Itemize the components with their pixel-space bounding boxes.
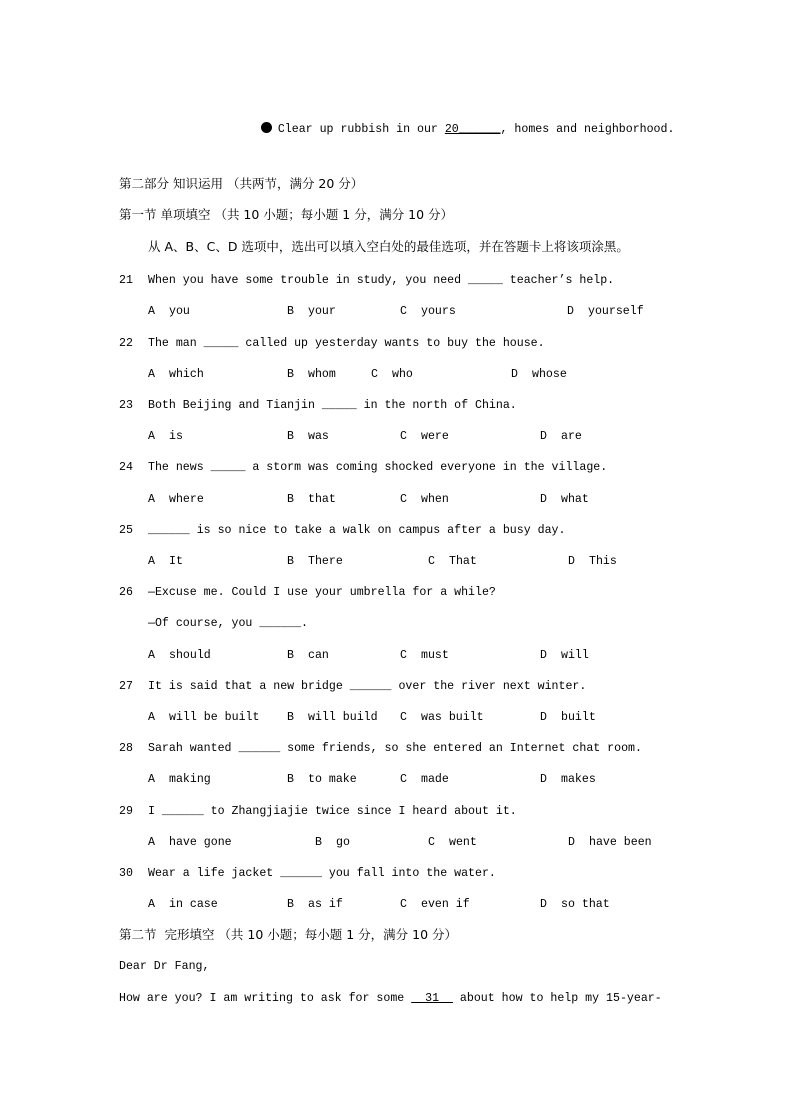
question-number: 21 [119, 274, 133, 287]
question-stem: Both Beijing and Tianjin _____ in the north of China. [148, 399, 517, 412]
option-letter: B [287, 493, 294, 506]
question-number: 29 [119, 805, 133, 818]
bullet-line [233, 106, 674, 154]
option-letter: A [148, 711, 155, 724]
option-letter: C [400, 493, 407, 506]
option-letter: A [148, 305, 155, 318]
question-number: 26 [119, 586, 133, 599]
option-letter: A [148, 773, 155, 786]
option-text: whose [532, 368, 567, 381]
option-text: where [169, 493, 204, 506]
option-letter: A [148, 368, 155, 381]
part2-heading: 第二部分 知识运用 （共两节，满分 20 分） [119, 176, 364, 191]
option-text: It [169, 555, 183, 568]
option-letter: B [287, 555, 294, 568]
option-letter: D [568, 555, 575, 568]
option-letter: C [428, 555, 435, 568]
option-text: That [449, 555, 477, 568]
question-stem: I ______ to Zhangjiajie twice since I heard about it. [148, 805, 517, 818]
option-letter: D [540, 493, 547, 506]
option-letter: B [315, 836, 322, 849]
option-text: are [561, 430, 582, 443]
option-letter: C [400, 773, 407, 786]
question-number: 28 [119, 742, 133, 755]
option-letter: D [540, 430, 547, 443]
option-letter: A [148, 555, 155, 568]
question-number: 24 [119, 461, 133, 474]
question-stem: —Excuse me. Could I use your umbrella for a while? [148, 586, 496, 599]
option-letter: C [371, 368, 378, 381]
option-text: There [308, 555, 343, 568]
option-letter: C [400, 305, 407, 318]
letter-text-end: about how to help my 15-year- [452, 992, 662, 1005]
option-letter: D [540, 711, 547, 724]
option-text: to make [308, 773, 357, 786]
section2-heading: 第二节 完形填空 （共 10 小题；每小题 1 分，满分 10 分） [119, 927, 458, 942]
option-text: built [561, 711, 596, 724]
option-text: was built [421, 711, 484, 724]
option-text: will be built [169, 711, 260, 724]
question-stem: When you have some trouble in study, you need _____ teacher’s help. [148, 274, 615, 287]
option-text: were [421, 430, 449, 443]
option-text: yourself [588, 305, 644, 318]
option-text: can [308, 649, 329, 662]
blank-31: 31 [411, 992, 453, 1005]
option-text: made [421, 773, 449, 786]
question-stem: Wear a life jacket ______ you fall into the water. [148, 867, 496, 880]
section1-heading: 第一节 单项填空 （共 10 小题；每小题 1 分，满分 10 分） [119, 207, 454, 222]
option-letter: A [148, 430, 155, 443]
option-letter: C [400, 649, 407, 662]
option-letter: C [428, 836, 435, 849]
question-stem: It is said that a new bridge ______ over the river next winter. [148, 680, 587, 693]
question-stem: Sarah wanted ______ some friends, so she entered an Internet chat room. [148, 742, 642, 755]
letter-text: How are you? I am writing to ask for some [119, 992, 412, 1005]
option-letter: B [287, 649, 294, 662]
bullet-text: Clear up rubbish in our [277, 123, 445, 136]
letter-greeting: Dear Dr Fang, [119, 960, 210, 973]
question-stem: The man _____ called up yesterday wants to buy the house. [148, 337, 545, 350]
option-text: making [169, 773, 211, 786]
letter-line-1 [119, 991, 662, 1007]
option-letter: B [287, 305, 294, 318]
option-text: is [169, 430, 183, 443]
question-number: 25 [119, 524, 133, 537]
blank-20: 20______ [444, 123, 501, 136]
option-text: makes [561, 773, 596, 786]
option-text: when [421, 493, 449, 506]
question-number: 27 [119, 680, 133, 693]
option-text: in case [169, 898, 218, 911]
option-text: have gone [169, 836, 232, 849]
question-stem: ______ is so nice to take a walk on campus after a busy day. [148, 524, 566, 537]
option-text: This [589, 555, 617, 568]
option-text: whom [308, 368, 336, 381]
option-letter: A [148, 836, 155, 849]
question-number: 22 [119, 337, 133, 350]
option-letter: D [540, 773, 547, 786]
option-text: what [561, 493, 589, 506]
option-letter: D [567, 305, 574, 318]
question-stem: —Of course, you ______. [148, 617, 309, 630]
option-text: was [308, 430, 329, 443]
option-text: have been [589, 836, 652, 849]
option-letter: C [400, 430, 407, 443]
option-text: your [308, 305, 336, 318]
option-text: must [421, 649, 449, 662]
option-letter: A [148, 649, 155, 662]
option-text: will [561, 649, 589, 662]
option-text: should [169, 649, 211, 662]
option-letter: D [540, 649, 547, 662]
option-letter: B [287, 898, 294, 911]
option-letter: D [511, 368, 518, 381]
option-text: you [169, 305, 190, 318]
option-text: so that [561, 898, 610, 911]
option-letter: D [540, 898, 547, 911]
option-letter: B [287, 711, 294, 724]
question-number: 23 [119, 399, 133, 412]
option-letter: A [148, 898, 155, 911]
option-text: went [449, 836, 477, 849]
option-text: which [169, 368, 204, 381]
option-text: go [336, 836, 350, 849]
option-letter: B [287, 430, 294, 443]
bullet-icon [261, 122, 272, 133]
bullet-text-end: , homes and neighborhood. [500, 123, 675, 136]
option-text: even if [421, 898, 470, 911]
question-stem: The news _____ a storm was coming shocked everyone in the village. [148, 461, 608, 474]
option-letter: B [287, 368, 294, 381]
option-text: that [308, 493, 336, 506]
option-text: who [392, 368, 413, 381]
option-letter: D [568, 836, 575, 849]
option-text: yours [421, 305, 456, 318]
option-letter: A [148, 493, 155, 506]
option-letter: C [400, 711, 407, 724]
option-text: will build [308, 711, 378, 724]
question-number: 30 [119, 867, 133, 880]
option-letter: C [400, 898, 407, 911]
option-text: as if [308, 898, 343, 911]
option-letter: B [287, 773, 294, 786]
section1-instruction: 从 A、B、C、D 选项中，选出可以填入空白处的最佳选项，并在答题卡上将该项涂黑。 [148, 239, 629, 254]
